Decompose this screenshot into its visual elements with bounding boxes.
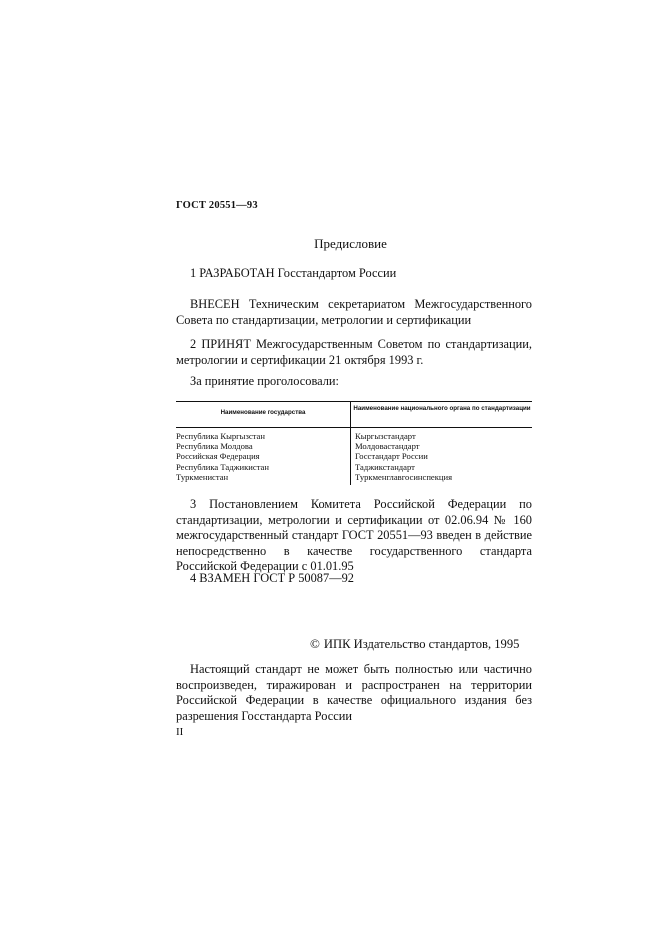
table-cell-body: Туркменглавгосинспекция xyxy=(355,471,453,482)
table-cell-state: Республика Кыргызстан xyxy=(176,431,265,441)
voting-table xyxy=(176,401,532,485)
paragraph-text: ВНЕСЕН Техническим секретариатом Межгосударственного Совета по стандартизации, метрологии и сертификации xyxy=(176,297,532,327)
copyright-icon: © xyxy=(310,636,320,651)
page-number: II xyxy=(176,726,184,738)
table-top-rule xyxy=(176,401,532,402)
paragraph-text: 1 РАЗРАБОТАН Госстандартом России xyxy=(190,266,397,280)
paragraph-reproduction-notice xyxy=(176,662,532,724)
paragraph-text: 4 ВЗАМЕН ГОСТ Р 50087—92 xyxy=(190,571,354,585)
paragraph-text: 3 Постановлением Комитета Российской Федерации по стандартизации, метрологии и сертификации от 02.06.94 № 160 межгосударственный стандарт ГОСТ 20551—93 введен в действие непосредственно в качестве государственного стандарта Российской Федерации с 01.01.95 xyxy=(176,497,532,573)
table-header-rule xyxy=(176,427,532,428)
paragraph-resolution xyxy=(176,497,532,575)
table-cell-body: Таджикстандарт xyxy=(355,461,415,472)
paragraph-replaces xyxy=(176,571,532,587)
paragraph-text: 2 ПРИНЯТ Межгосударственным Советом по стандартизации, метрологии и сертификации 21 октября 1993 г. xyxy=(176,337,532,367)
paragraph-adopted-by xyxy=(176,337,532,368)
table-cell-body: Кыргызстандарт xyxy=(355,431,416,441)
table-column-divider xyxy=(350,401,351,485)
document-code: ГОСТ 20551—93 xyxy=(176,200,258,211)
copyright-notice xyxy=(310,636,519,652)
table-cell-state: Республика Молдова xyxy=(176,441,253,452)
table-cell-state: Республика Таджикистан xyxy=(176,461,269,472)
section-title: Предисловие xyxy=(314,236,387,251)
table-column-states xyxy=(176,431,348,482)
table-header-body: Наименование национального органа по стандартизации xyxy=(353,405,531,412)
table-cell-body: Госстандарт России xyxy=(355,451,428,462)
paragraph-developed-by xyxy=(176,266,532,282)
paragraph-text: Настоящий стандарт не может быть полностью или частично воспроизведен, тиражирован и распространен на территории Российской Федерации в качестве официального издания без разрешения Госстандарта России xyxy=(176,662,532,723)
paragraph-voted xyxy=(176,374,532,390)
table-column-bodies xyxy=(355,431,531,482)
table-cell-state: Туркменистан xyxy=(176,471,229,482)
copyright-text: ИПК Издательство стандартов, 1995 xyxy=(323,637,520,651)
table-header-state: Наименование государства xyxy=(220,409,306,416)
paragraph-introduced-by xyxy=(176,297,532,328)
paragraph-text: За принятие проголосовали: xyxy=(190,374,339,388)
table-cell-body: Молдовастандарт xyxy=(355,441,420,452)
table-cell-state: Российская Федерация xyxy=(176,451,260,462)
